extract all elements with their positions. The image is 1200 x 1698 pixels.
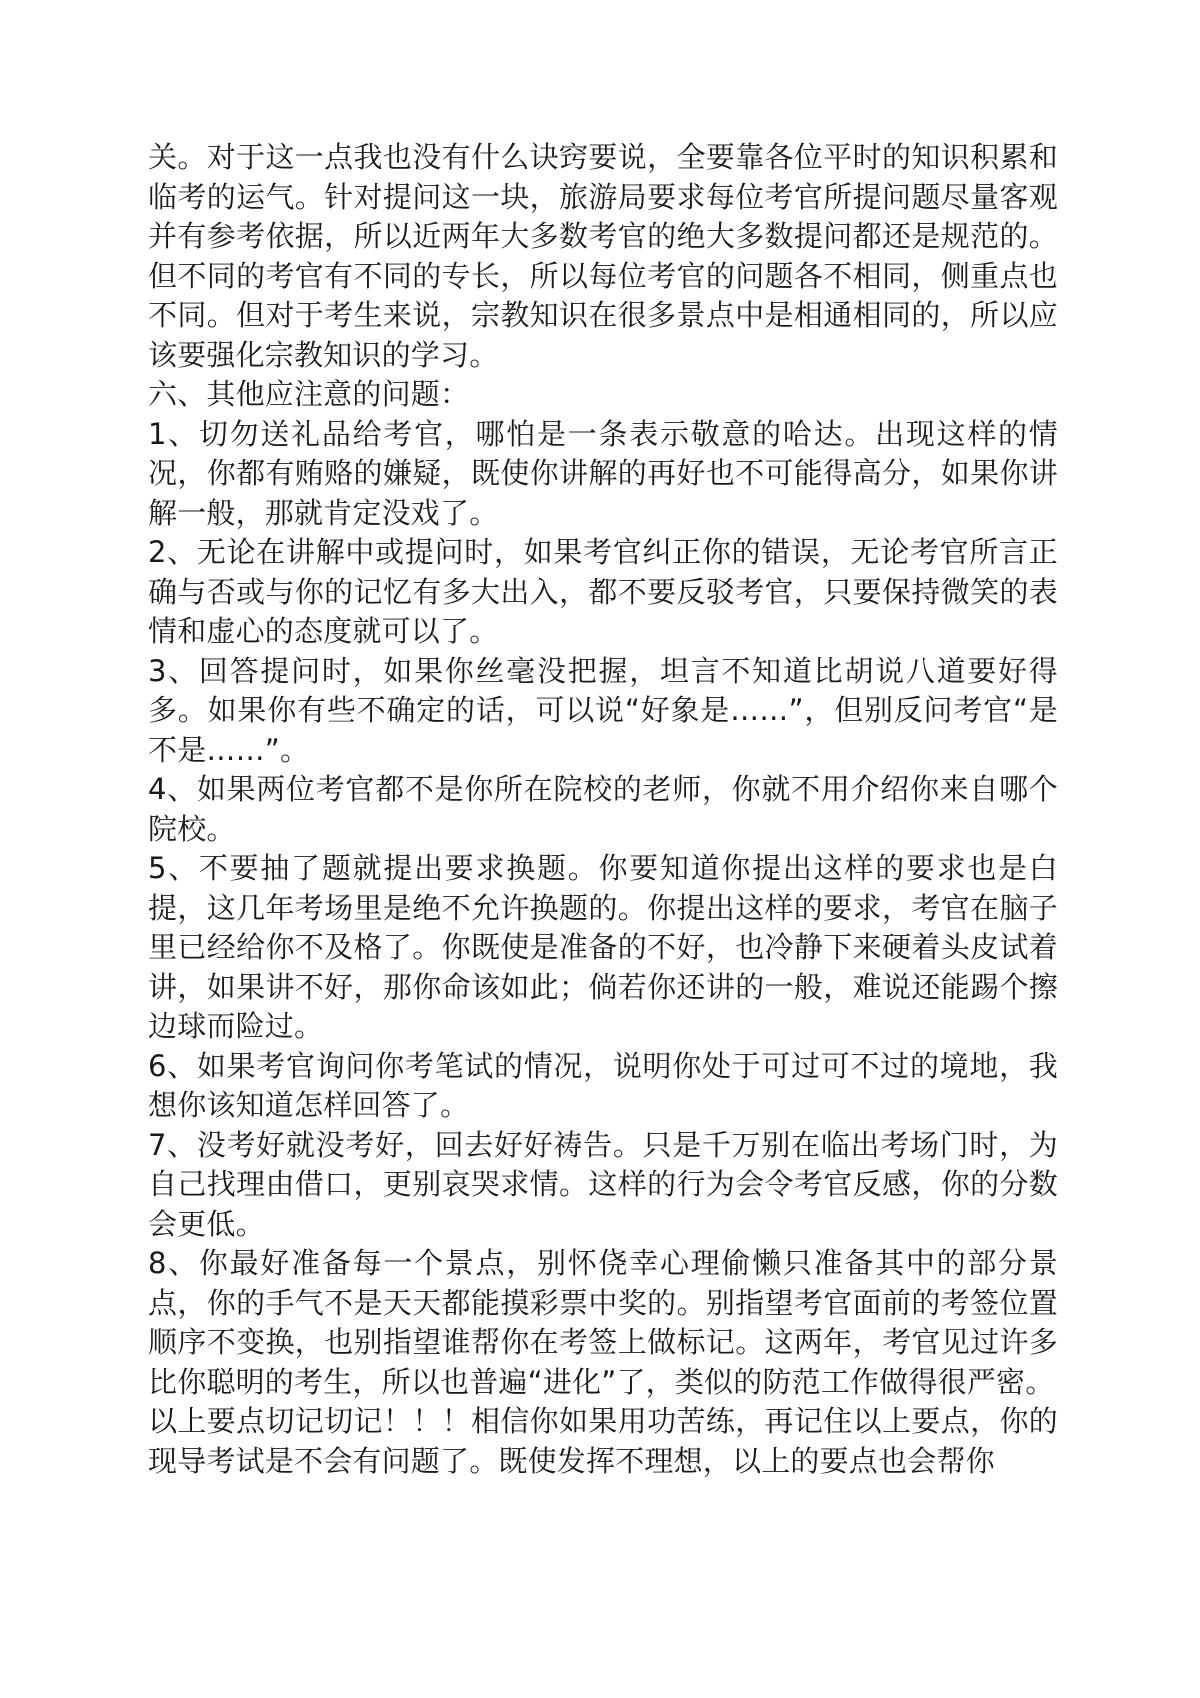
list-item-4: 4、如果两位考官都不是你所在院校的老师，你就不用介绍你来自哪个院校。 xyxy=(148,772,1058,846)
list-item-3: 3、回答提问时，如果你丝毫没把握，坦言不知道比胡说八道要好得多。如果你有些不确定的话，可以说“好象是……”，但别反问考官“是不是……”。 xyxy=(148,653,1058,767)
document-body xyxy=(148,138,1058,1481)
list-item-2: 2、无论在讲解中或提问时，如果考官纠正你的错误，无论考官所言正确与否或与你的记忆有多大出入，都不要反驳考官，只要保持微笑的表情和虚心的态度就可以了。 xyxy=(148,535,1058,648)
list-item-5: 5、不要抽了题就提出要求换题。你要知道你提出这样的要求也是白提，这几年考场里是绝不允许换题的。你提出这样的要求，考官在脑子里已经给你不及格了。你既使是准备的不好，也冷静下来硬着头皮试着讲，如果讲不好，那你命该如此；倘若你还讲的一般，难说还能踢个擦边球而险过。 xyxy=(148,851,1058,1043)
list-item-7: 7、没考好就没考好，回去好好祷告。只是千万别在临出考场门时，为自己找理由借口，更别哀哭求情。这样的行为会令考官反感，你的分数会更低。 xyxy=(148,1127,1058,1241)
list-item-8: 8、你最好准备每一个景点，别怀侥幸心理偷懒只准备其中的部分景点，你的手气不是天天都能摸彩票中奖的。别指望考官面前的考签位置顺序不变换，也别指望谁帮你在考签上做标记。这两年，考官见过许多比你聪明的考生，所以也普遍“进化”了，类似的防范工作做得很严密。 xyxy=(148,1246,1058,1399)
list-item-6: 6、如果考官询问你考笔试的情况，说明你处于可过可不过的境地，我想你该知道怎样回答了。 xyxy=(148,1048,1058,1122)
list-item-1: 1、切勿送礼品给考官，哪怕是一条表示敬意的哈达。出现这样的情况，你都有贿赂的嫌疑，既使你讲解的再好也不可能得高分，如果你讲解一般，那就肯定没戏了。 xyxy=(148,416,1058,530)
paragraph-closing: 以上要点切记切记！！！相信你如果用功苦练，再记住以上要点，你的现导考试是不会有问题了。既使发挥不理想，以上的要点也会帮你 xyxy=(148,1404,1058,1478)
section-heading-other-notes: 六、其他应注意的问题： xyxy=(148,377,470,411)
paragraph-intro: 关。对于这一点我也没有什么诀窍要说，全要靠各位平时的知识积累和临考的运气。针对提问这一块，旅游局要求每位考官所提问题尽量客观并有参考依据，所以近两年大多数考官的绝大多数提问都还是规范的。但不同的考官有不同的专长，所以每位考官的问题各不相同，侧重点也不同。但对于考生来说，宗教知识在很多景点中是相通相同的，所以应该要强化宗教知识的学习。 xyxy=(148,140,1058,372)
